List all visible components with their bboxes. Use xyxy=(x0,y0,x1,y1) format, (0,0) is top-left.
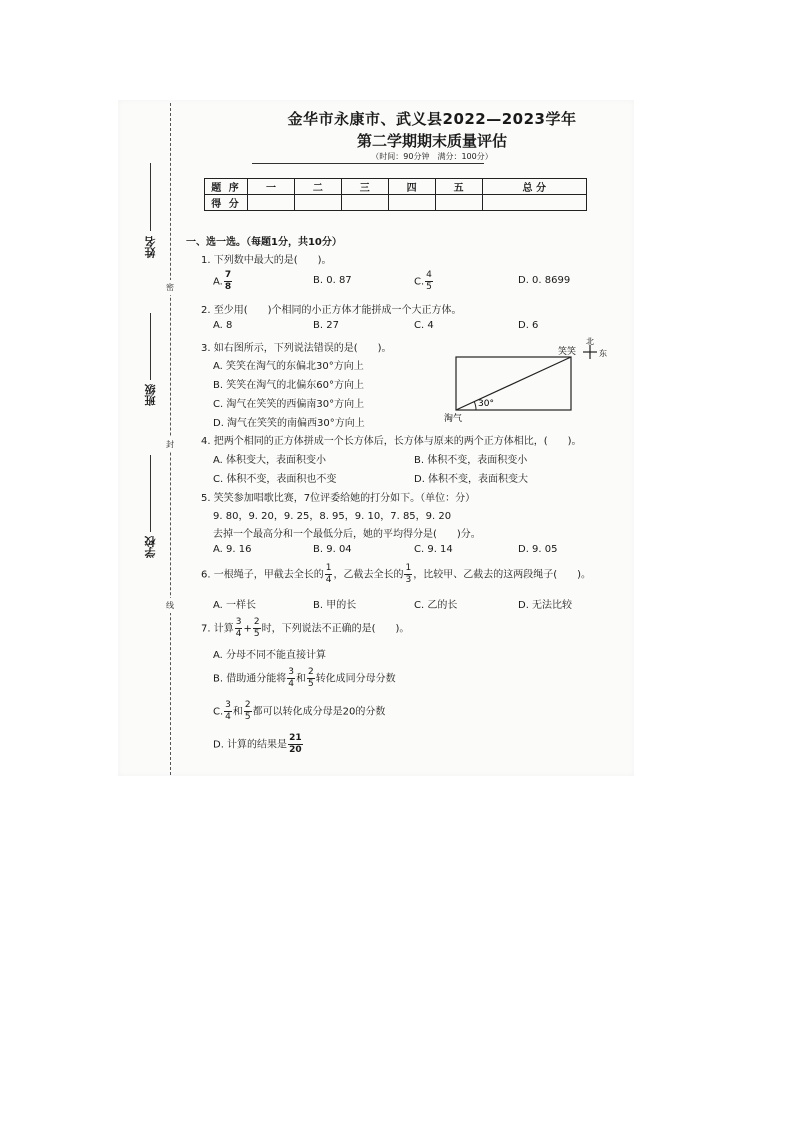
score-cell[interactable] xyxy=(388,195,435,211)
class-label: 班级 xyxy=(144,384,157,406)
q5-scores: 9. 80，9. 20，9. 25，8. 95，9. 10，7. 85，9. 20 xyxy=(213,511,452,522)
score-cell[interactable] xyxy=(435,195,482,211)
q6-fraction-2: $\frac{1}{3}$ xyxy=(405,563,412,585)
q6-stem: 6. 一根绳子，甲截去全长的 $\frac{1}{4}$ ，乙截去全长的 $\frac{1}{3}$ ，比较甲、乙截去的这两段绳子( )。 xyxy=(201,563,592,585)
q1-option-c[interactable] xyxy=(414,271,434,292)
q2-option-b[interactable]: B. 27 xyxy=(313,320,339,331)
q6-option-d[interactable]: D. 无法比较 xyxy=(518,600,573,611)
q7-option-d[interactable]: D. 计算的结果是 $\frac{21}{20}$ xyxy=(213,733,302,755)
q5-option-b[interactable]: B. 9. 04 xyxy=(313,544,352,555)
q3-option-b[interactable]: B. 笑笑在淘气的北偏东60°方向上 xyxy=(213,380,364,391)
score-col-total: 总 分 xyxy=(482,179,586,195)
q1-option-b[interactable]: B. 0. 87 xyxy=(313,275,352,286)
exam-meta: （时间：90分钟 满分：100分） xyxy=(371,152,493,161)
q1-option-d[interactable]: D. 0. 8699 xyxy=(518,275,571,286)
q2-option-c[interactable]: C. 4 xyxy=(414,320,434,331)
q1-a-fraction: $\frac{7}{8}$ xyxy=(224,270,232,292)
q5-ask: 去掉一个最高分和一个最低分后，她的平均得分是( )分。 xyxy=(213,529,481,540)
score-row-label: 得 分 xyxy=(205,195,248,211)
q2-option-d[interactable]: D. 6 xyxy=(518,320,539,331)
q3-stem: 3. 如右图所示，下列说法错误的是( )。 xyxy=(201,343,392,354)
score-cell[interactable] xyxy=(248,195,295,211)
score-cell-total[interactable] xyxy=(482,195,586,211)
q7-option-a[interactable]: A. 分母不同不能直接计算 xyxy=(213,650,327,661)
section1-heading: 一、选一选。（每题1分，共10分） xyxy=(186,237,342,248)
seal-char-feng: 封 xyxy=(166,437,174,452)
q6-option-b[interactable]: B. 甲的长 xyxy=(313,600,357,611)
q4-option-a[interactable]: A. 体积变大，表面积变小 xyxy=(213,455,327,466)
q3-angle-label: 30° xyxy=(478,399,494,409)
q3-direction-figure xyxy=(440,335,615,425)
q2-stem: 2. 至少用( )个相同的小正方体才能拼成一个大正方体。 xyxy=(201,305,462,316)
q5-option-a[interactable]: A. 9. 16 xyxy=(213,544,252,555)
name-label: 姓名 xyxy=(144,236,157,258)
school-blank-line xyxy=(150,455,151,532)
q3-diagonal xyxy=(456,357,571,410)
q3-label-xiaoxiao: 笑笑 xyxy=(558,347,577,357)
class-blank-line xyxy=(150,313,151,380)
q5-option-c[interactable]: C. 9. 14 xyxy=(414,544,453,555)
score-col-3: 三 xyxy=(341,179,388,195)
q4-option-b[interactable]: B. 体积不变，表面积变小 xyxy=(414,455,528,466)
q5-option-d[interactable]: D. 9. 05 xyxy=(518,544,558,555)
q1-c-prefix: C. xyxy=(414,276,425,288)
score-table-score-row xyxy=(205,195,587,211)
name-blank-line xyxy=(150,163,151,231)
q3-option-a[interactable]: A. 笑笑在淘气的东偏北30°方向上 xyxy=(213,361,364,372)
q4-option-c[interactable]: C. 体积不变，表面积也不变 xyxy=(213,474,337,485)
q1-option-a[interactable] xyxy=(213,271,233,292)
exam-title-line2: 第二学期期末质量评估 xyxy=(356,132,507,150)
score-cell[interactable] xyxy=(341,195,388,211)
q7-stem: 7. 计算 $\frac{3}{4}$ + $\frac{2}{5}$ 时，下列说法不正确的是( )。 xyxy=(201,617,410,639)
q7-fraction-3-4: $\frac{3}{4}$ xyxy=(235,617,242,639)
north-label: 北 xyxy=(586,337,594,346)
q1-stem: 1. 下列数中最大的是( )。 xyxy=(201,255,332,266)
score-table-header-row xyxy=(205,179,587,195)
q3-option-d[interactable]: D. 淘气在笑笑的南偏西30°方向上 xyxy=(213,418,365,429)
seal-char-mi: 密 xyxy=(166,280,174,295)
q6-option-c[interactable]: C. 乙的长 xyxy=(414,600,458,611)
score-col-2: 二 xyxy=(294,179,341,195)
q4-option-d[interactable]: D. 体积不变，表面积变大 xyxy=(414,474,529,485)
q7-fraction-2-5: $\frac{2}{5}$ xyxy=(253,617,260,639)
q7-option-b[interactable]: B. 借助通分能将 $\frac{3}{4}$ 和 $\frac{2}{5}$ 转化成同分母分数 xyxy=(213,667,396,689)
score-table xyxy=(204,178,587,211)
q1-a-prefix: A. xyxy=(213,276,223,288)
score-cell[interactable] xyxy=(294,195,341,211)
east-label: 东 xyxy=(599,349,607,358)
q3-option-c[interactable]: C. 淘气在笑笑的西偏南30°方向上 xyxy=(213,399,365,410)
score-col-5: 五 xyxy=(435,179,482,195)
seal-char-xian: 线 xyxy=(166,598,174,613)
q5-stem: 5. 笑笑参加唱歌比赛，7位评委给她的打分如下。（单位：分） xyxy=(201,493,476,504)
q3-angle-arc xyxy=(474,402,476,410)
score-col-1: 一 xyxy=(248,179,295,195)
q2-option-a[interactable]: A. 8 xyxy=(213,320,233,331)
q3-label-taoqi: 淘气 xyxy=(444,414,463,424)
q4-stem: 4. 把两个相同的正方体拼成一个长方体后，长方体与原来的两个正方体相比，( )。 xyxy=(201,436,582,447)
title-rule xyxy=(252,163,484,164)
score-header-label: 题 序 xyxy=(205,179,248,195)
exam-title-line1: 金华市永康市、武义县2022—2023学年 xyxy=(287,110,577,128)
q7-option-c[interactable]: C. $\frac{3}{4}$ 和 $\frac{2}{5}$ 都可以转化成分母是20的分数 xyxy=(213,700,386,722)
q1-c-fraction: $\frac{4}{5}$ xyxy=(426,270,432,292)
school-label: 学校 xyxy=(144,536,157,558)
q6-option-a[interactable]: A. 一样长 xyxy=(213,600,257,611)
score-col-4: 四 xyxy=(388,179,435,195)
q6-fraction-1: $\frac{1}{4}$ xyxy=(325,563,332,585)
